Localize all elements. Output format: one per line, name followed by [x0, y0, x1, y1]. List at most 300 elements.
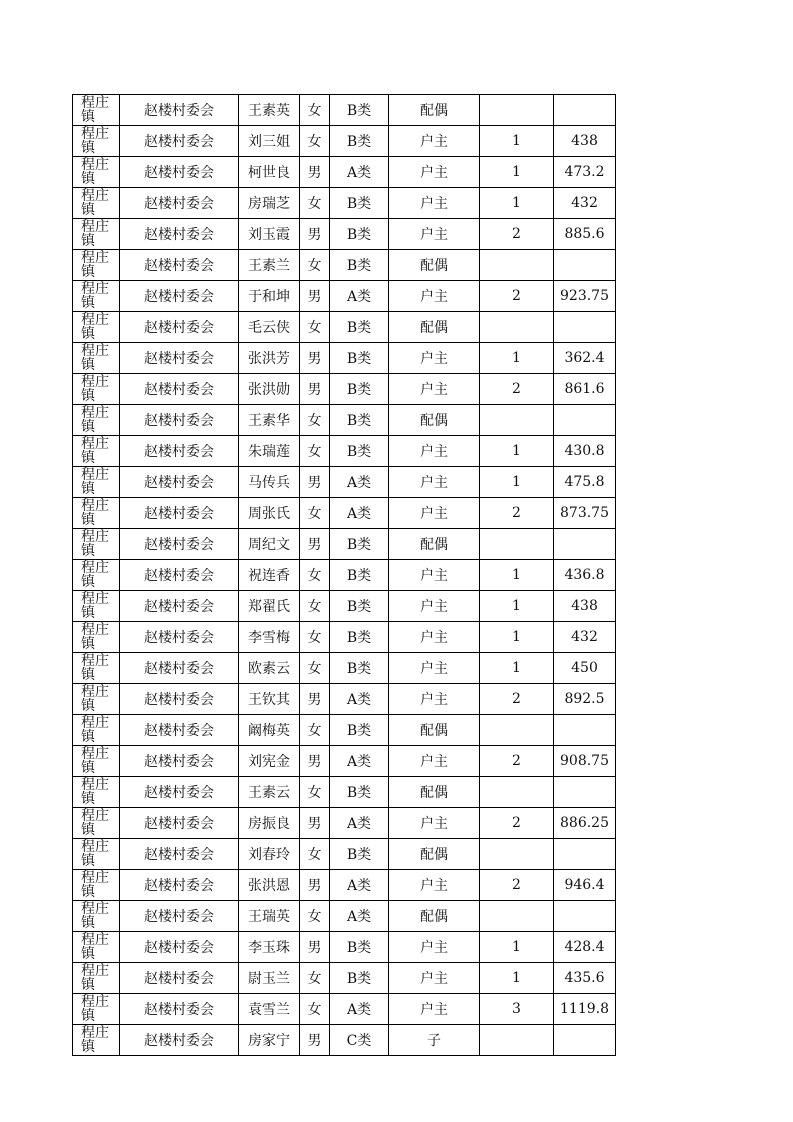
table-row — [73, 436, 616, 467]
count-cell — [480, 95, 554, 126]
relation-cell: 户主 — [389, 188, 480, 219]
gender-cell: 女 — [300, 436, 330, 467]
name-cell: 于和坤 — [239, 281, 300, 312]
category-cell: B类 — [330, 374, 389, 405]
committee-cell: 赵楼村委会 — [120, 374, 239, 405]
town-label: 程庄镇 — [81, 436, 109, 466]
relation-cell: 户主 — [389, 994, 480, 1025]
relation-cell: 配偶 — [389, 901, 480, 932]
town-cell — [73, 870, 120, 901]
amount-cell: 892.5 — [554, 684, 616, 715]
gender-cell: 女 — [300, 405, 330, 436]
count-cell — [480, 405, 554, 436]
count-cell: 1 — [480, 591, 554, 622]
category-cell: A类 — [330, 994, 389, 1025]
gender-cell: 女 — [300, 560, 330, 591]
table-row — [73, 808, 616, 839]
town-label: 程庄镇 — [81, 653, 109, 683]
town-cell — [73, 653, 120, 684]
relation-cell: 户主 — [389, 560, 480, 591]
table-row — [73, 1025, 616, 1056]
relation-cell: 户主 — [389, 591, 480, 622]
gender-cell: 女 — [300, 994, 330, 1025]
town-label: 程庄镇 — [81, 157, 109, 187]
town-cell — [73, 126, 120, 157]
name-cell: 毛云侠 — [239, 312, 300, 343]
committee-cell: 赵楼村委会 — [120, 715, 239, 746]
committee-cell: 赵楼村委会 — [120, 219, 239, 250]
name-cell: 朱瑞莲 — [239, 436, 300, 467]
relation-cell: 户主 — [389, 219, 480, 250]
committee-cell: 赵楼村委会 — [120, 498, 239, 529]
gender-cell: 男 — [300, 157, 330, 188]
table-row — [73, 467, 616, 498]
gender-cell: 男 — [300, 281, 330, 312]
table-row — [73, 157, 616, 188]
town-cell — [73, 157, 120, 188]
relation-cell: 配偶 — [389, 839, 480, 870]
committee-cell: 赵楼村委会 — [120, 467, 239, 498]
town-cell — [73, 994, 120, 1025]
town-label: 程庄镇 — [81, 684, 109, 714]
name-cell: 柯世良 — [239, 157, 300, 188]
count-cell: 2 — [480, 498, 554, 529]
amount-cell — [554, 312, 616, 343]
town-cell — [73, 1025, 120, 1056]
amount-cell: 432 — [554, 622, 616, 653]
amount-cell — [554, 715, 616, 746]
relation-cell: 户主 — [389, 436, 480, 467]
name-cell: 王素华 — [239, 405, 300, 436]
committee-cell: 赵楼村委会 — [120, 901, 239, 932]
town-label: 程庄镇 — [81, 870, 109, 900]
town-label: 程庄镇 — [81, 250, 109, 280]
table-row — [73, 715, 616, 746]
relation-cell: 户主 — [389, 653, 480, 684]
town-label: 程庄镇 — [81, 808, 109, 838]
table-row — [73, 622, 616, 653]
count-cell — [480, 250, 554, 281]
category-cell: B类 — [330, 932, 389, 963]
gender-cell: 女 — [300, 777, 330, 808]
gender-cell: 女 — [300, 653, 330, 684]
gender-cell: 女 — [300, 250, 330, 281]
gender-cell: 女 — [300, 591, 330, 622]
committee-cell: 赵楼村委会 — [120, 126, 239, 157]
category-cell: A类 — [330, 157, 389, 188]
name-cell: 周张氏 — [239, 498, 300, 529]
amount-cell — [554, 777, 616, 808]
name-cell: 王素英 — [239, 95, 300, 126]
gender-cell: 男 — [300, 529, 330, 560]
table-row — [73, 560, 616, 591]
amount-cell — [554, 901, 616, 932]
relation-cell: 户主 — [389, 126, 480, 157]
amount-cell: 362.4 — [554, 343, 616, 374]
count-cell: 1 — [480, 126, 554, 157]
gender-cell: 男 — [300, 1025, 330, 1056]
amount-cell — [554, 839, 616, 870]
committee-cell: 赵楼村委会 — [120, 870, 239, 901]
relation-cell: 户主 — [389, 870, 480, 901]
count-cell: 2 — [480, 219, 554, 250]
table-row — [73, 219, 616, 250]
table-row — [73, 653, 616, 684]
name-cell: 张洪勋 — [239, 374, 300, 405]
count-cell: 1 — [480, 653, 554, 684]
town-label: 程庄镇 — [81, 622, 109, 652]
table-row — [73, 839, 616, 870]
relation-cell: 配偶 — [389, 529, 480, 560]
town-cell — [73, 405, 120, 436]
count-cell — [480, 777, 554, 808]
category-cell: B类 — [330, 219, 389, 250]
name-cell: 王素兰 — [239, 250, 300, 281]
name-cell: 王素云 — [239, 777, 300, 808]
town-label: 程庄镇 — [81, 591, 109, 621]
town-cell — [73, 250, 120, 281]
committee-cell: 赵楼村委会 — [120, 188, 239, 219]
count-cell: 2 — [480, 870, 554, 901]
count-cell: 3 — [480, 994, 554, 1025]
amount-cell: 438 — [554, 591, 616, 622]
name-cell: 欧素云 — [239, 653, 300, 684]
name-cell: 周纪文 — [239, 529, 300, 560]
town-cell — [73, 467, 120, 498]
amount-cell: 1119.8 — [554, 994, 616, 1025]
category-cell: B类 — [330, 250, 389, 281]
town-cell — [73, 715, 120, 746]
name-cell: 刘玉霞 — [239, 219, 300, 250]
category-cell: B类 — [330, 529, 389, 560]
town-label: 程庄镇 — [81, 281, 109, 311]
table-row — [73, 529, 616, 560]
name-cell: 房家宁 — [239, 1025, 300, 1056]
table-row — [73, 777, 616, 808]
committee-cell: 赵楼村委会 — [120, 994, 239, 1025]
gender-cell: 女 — [300, 715, 330, 746]
count-cell: 2 — [480, 374, 554, 405]
relation-cell: 户主 — [389, 622, 480, 653]
town-cell — [73, 529, 120, 560]
category-cell: C类 — [330, 1025, 389, 1056]
table-row — [73, 746, 616, 777]
committee-cell: 赵楼村委会 — [120, 343, 239, 374]
category-cell: B类 — [330, 560, 389, 591]
amount-cell — [554, 405, 616, 436]
town-label: 程庄镇 — [81, 901, 109, 931]
gender-cell: 女 — [300, 126, 330, 157]
town-cell — [73, 343, 120, 374]
table-row — [73, 684, 616, 715]
town-cell — [73, 839, 120, 870]
amount-cell: 873.75 — [554, 498, 616, 529]
amount-cell — [554, 95, 616, 126]
name-cell: 张洪芳 — [239, 343, 300, 374]
town-label: 程庄镇 — [81, 126, 109, 156]
town-label: 程庄镇 — [81, 343, 109, 373]
amount-cell: 885.6 — [554, 219, 616, 250]
gender-cell: 女 — [300, 901, 330, 932]
category-cell: B类 — [330, 715, 389, 746]
relation-cell: 配偶 — [389, 95, 480, 126]
relation-cell: 配偶 — [389, 715, 480, 746]
count-cell: 1 — [480, 188, 554, 219]
relation-cell: 户主 — [389, 498, 480, 529]
relation-cell: 子 — [389, 1025, 480, 1056]
relation-cell: 户主 — [389, 467, 480, 498]
committee-cell: 赵楼村委会 — [120, 653, 239, 684]
category-cell: B类 — [330, 591, 389, 622]
town-label: 程庄镇 — [81, 498, 109, 528]
town-cell — [73, 622, 120, 653]
name-cell: 刘三姐 — [239, 126, 300, 157]
category-cell: B类 — [330, 839, 389, 870]
committee-cell: 赵楼村委会 — [120, 746, 239, 777]
committee-cell: 赵楼村委会 — [120, 529, 239, 560]
town-cell — [73, 560, 120, 591]
count-cell: 1 — [480, 157, 554, 188]
table-row — [73, 250, 616, 281]
town-cell — [73, 746, 120, 777]
town-label: 程庄镇 — [81, 839, 109, 869]
gender-cell: 女 — [300, 963, 330, 994]
table-row — [73, 870, 616, 901]
town-label: 程庄镇 — [81, 1025, 109, 1055]
town-label: 程庄镇 — [81, 746, 109, 776]
table-row — [73, 374, 616, 405]
committee-cell: 赵楼村委会 — [120, 436, 239, 467]
gender-cell: 女 — [300, 312, 330, 343]
name-cell: 祝连香 — [239, 560, 300, 591]
roster-table — [72, 94, 616, 1056]
count-cell: 2 — [480, 281, 554, 312]
count-cell: 2 — [480, 808, 554, 839]
amount-cell: 450 — [554, 653, 616, 684]
gender-cell: 女 — [300, 622, 330, 653]
category-cell: B类 — [330, 95, 389, 126]
amount-cell: 430.8 — [554, 436, 616, 467]
amount-cell: 886.25 — [554, 808, 616, 839]
committee-cell: 赵楼村委会 — [120, 839, 239, 870]
gender-cell: 女 — [300, 498, 330, 529]
count-cell — [480, 1025, 554, 1056]
town-cell — [73, 374, 120, 405]
relation-cell: 户主 — [389, 343, 480, 374]
town-cell — [73, 312, 120, 343]
category-cell: B类 — [330, 312, 389, 343]
table-row — [73, 312, 616, 343]
gender-cell: 男 — [300, 684, 330, 715]
name-cell: 张洪恩 — [239, 870, 300, 901]
amount-cell: 908.75 — [554, 746, 616, 777]
name-cell: 王钦其 — [239, 684, 300, 715]
count-cell: 1 — [480, 436, 554, 467]
name-cell: 房振良 — [239, 808, 300, 839]
gender-cell: 男 — [300, 808, 330, 839]
gender-cell: 女 — [300, 95, 330, 126]
town-cell — [73, 498, 120, 529]
count-cell — [480, 529, 554, 560]
name-cell: 马传兵 — [239, 467, 300, 498]
town-cell — [73, 777, 120, 808]
name-cell: 阚梅英 — [239, 715, 300, 746]
amount-cell: 435.6 — [554, 963, 616, 994]
count-cell — [480, 715, 554, 746]
name-cell: 刘宪金 — [239, 746, 300, 777]
gender-cell: 男 — [300, 932, 330, 963]
gender-cell: 男 — [300, 343, 330, 374]
town-cell — [73, 591, 120, 622]
gender-cell: 男 — [300, 467, 330, 498]
category-cell: B类 — [330, 622, 389, 653]
town-label: 程庄镇 — [81, 560, 109, 590]
committee-cell: 赵楼村委会 — [120, 932, 239, 963]
amount-cell: 438 — [554, 126, 616, 157]
category-cell: A类 — [330, 870, 389, 901]
category-cell: B类 — [330, 963, 389, 994]
table-row — [73, 963, 616, 994]
amount-cell — [554, 529, 616, 560]
town-label: 程庄镇 — [81, 529, 109, 559]
committee-cell: 赵楼村委会 — [120, 622, 239, 653]
relation-cell: 户主 — [389, 157, 480, 188]
name-cell: 房瑞芝 — [239, 188, 300, 219]
town-label: 程庄镇 — [81, 715, 109, 745]
category-cell: A类 — [330, 901, 389, 932]
town-cell — [73, 901, 120, 932]
amount-cell: 861.6 — [554, 374, 616, 405]
relation-cell: 配偶 — [389, 250, 480, 281]
category-cell: B类 — [330, 436, 389, 467]
gender-cell: 女 — [300, 188, 330, 219]
town-label: 程庄镇 — [81, 312, 109, 342]
committee-cell: 赵楼村委会 — [120, 312, 239, 343]
name-cell: 王瑞英 — [239, 901, 300, 932]
amount-cell — [554, 250, 616, 281]
committee-cell: 赵楼村委会 — [120, 157, 239, 188]
amount-cell: 475.8 — [554, 467, 616, 498]
gender-cell: 男 — [300, 870, 330, 901]
committee-cell: 赵楼村委会 — [120, 560, 239, 591]
table-row — [73, 405, 616, 436]
amount-cell — [554, 1025, 616, 1056]
count-cell: 1 — [480, 343, 554, 374]
town-label: 程庄镇 — [81, 188, 109, 218]
town-cell — [73, 219, 120, 250]
town-label: 程庄镇 — [81, 932, 109, 962]
relation-cell: 户主 — [389, 963, 480, 994]
table-row — [73, 126, 616, 157]
table-row — [73, 498, 616, 529]
committee-cell: 赵楼村委会 — [120, 591, 239, 622]
amount-cell: 946.4 — [554, 870, 616, 901]
relation-cell: 户主 — [389, 374, 480, 405]
table-row — [73, 343, 616, 374]
relation-cell: 户主 — [389, 684, 480, 715]
gender-cell: 女 — [300, 839, 330, 870]
relation-cell: 户主 — [389, 746, 480, 777]
town-label: 程庄镇 — [81, 963, 109, 993]
count-cell: 1 — [480, 560, 554, 591]
category-cell: A类 — [330, 684, 389, 715]
relation-cell: 户主 — [389, 808, 480, 839]
committee-cell: 赵楼村委会 — [120, 684, 239, 715]
table-row — [73, 932, 616, 963]
gender-cell: 男 — [300, 746, 330, 777]
category-cell: B类 — [330, 188, 389, 219]
count-cell: 1 — [480, 932, 554, 963]
table-row — [73, 994, 616, 1025]
count-cell: 1 — [480, 467, 554, 498]
category-cell: B类 — [330, 653, 389, 684]
committee-cell: 赵楼村委会 — [120, 963, 239, 994]
count-cell: 1 — [480, 622, 554, 653]
town-label: 程庄镇 — [81, 374, 109, 404]
count-cell — [480, 312, 554, 343]
relation-cell: 配偶 — [389, 405, 480, 436]
name-cell: 郑翟氏 — [239, 591, 300, 622]
category-cell: B类 — [330, 343, 389, 374]
category-cell: B类 — [330, 405, 389, 436]
amount-cell: 436.8 — [554, 560, 616, 591]
count-cell — [480, 839, 554, 870]
relation-cell: 配偶 — [389, 777, 480, 808]
town-label: 程庄镇 — [81, 777, 109, 807]
town-cell — [73, 436, 120, 467]
name-cell: 尉玉兰 — [239, 963, 300, 994]
table-row — [73, 901, 616, 932]
relation-cell: 户主 — [389, 281, 480, 312]
committee-cell: 赵楼村委会 — [120, 95, 239, 126]
category-cell: B类 — [330, 126, 389, 157]
category-cell: A类 — [330, 281, 389, 312]
committee-cell: 赵楼村委会 — [120, 1025, 239, 1056]
town-cell — [73, 281, 120, 312]
amount-cell: 432 — [554, 188, 616, 219]
town-cell — [73, 963, 120, 994]
relation-cell: 配偶 — [389, 312, 480, 343]
committee-cell: 赵楼村委会 — [120, 808, 239, 839]
count-cell: 2 — [480, 684, 554, 715]
table-row — [73, 281, 616, 312]
town-label: 程庄镇 — [81, 994, 109, 1024]
amount-cell: 923.75 — [554, 281, 616, 312]
name-cell: 李雪梅 — [239, 622, 300, 653]
count-cell — [480, 901, 554, 932]
town-label: 程庄镇 — [81, 467, 109, 497]
table-row — [73, 188, 616, 219]
relation-cell: 户主 — [389, 932, 480, 963]
category-cell: B类 — [330, 777, 389, 808]
amount-cell: 473.2 — [554, 157, 616, 188]
gender-cell: 男 — [300, 374, 330, 405]
town-cell — [73, 932, 120, 963]
table-row — [73, 95, 616, 126]
category-cell: A类 — [330, 808, 389, 839]
town-label: 程庄镇 — [81, 95, 109, 125]
table-row — [73, 591, 616, 622]
town-cell — [73, 188, 120, 219]
committee-cell: 赵楼村委会 — [120, 777, 239, 808]
count-cell: 2 — [480, 746, 554, 777]
town-cell — [73, 808, 120, 839]
town-label: 程庄镇 — [81, 219, 109, 249]
town-label: 程庄镇 — [81, 405, 109, 435]
name-cell: 刘春玲 — [239, 839, 300, 870]
committee-cell: 赵楼村委会 — [120, 405, 239, 436]
name-cell: 李玉珠 — [239, 932, 300, 963]
